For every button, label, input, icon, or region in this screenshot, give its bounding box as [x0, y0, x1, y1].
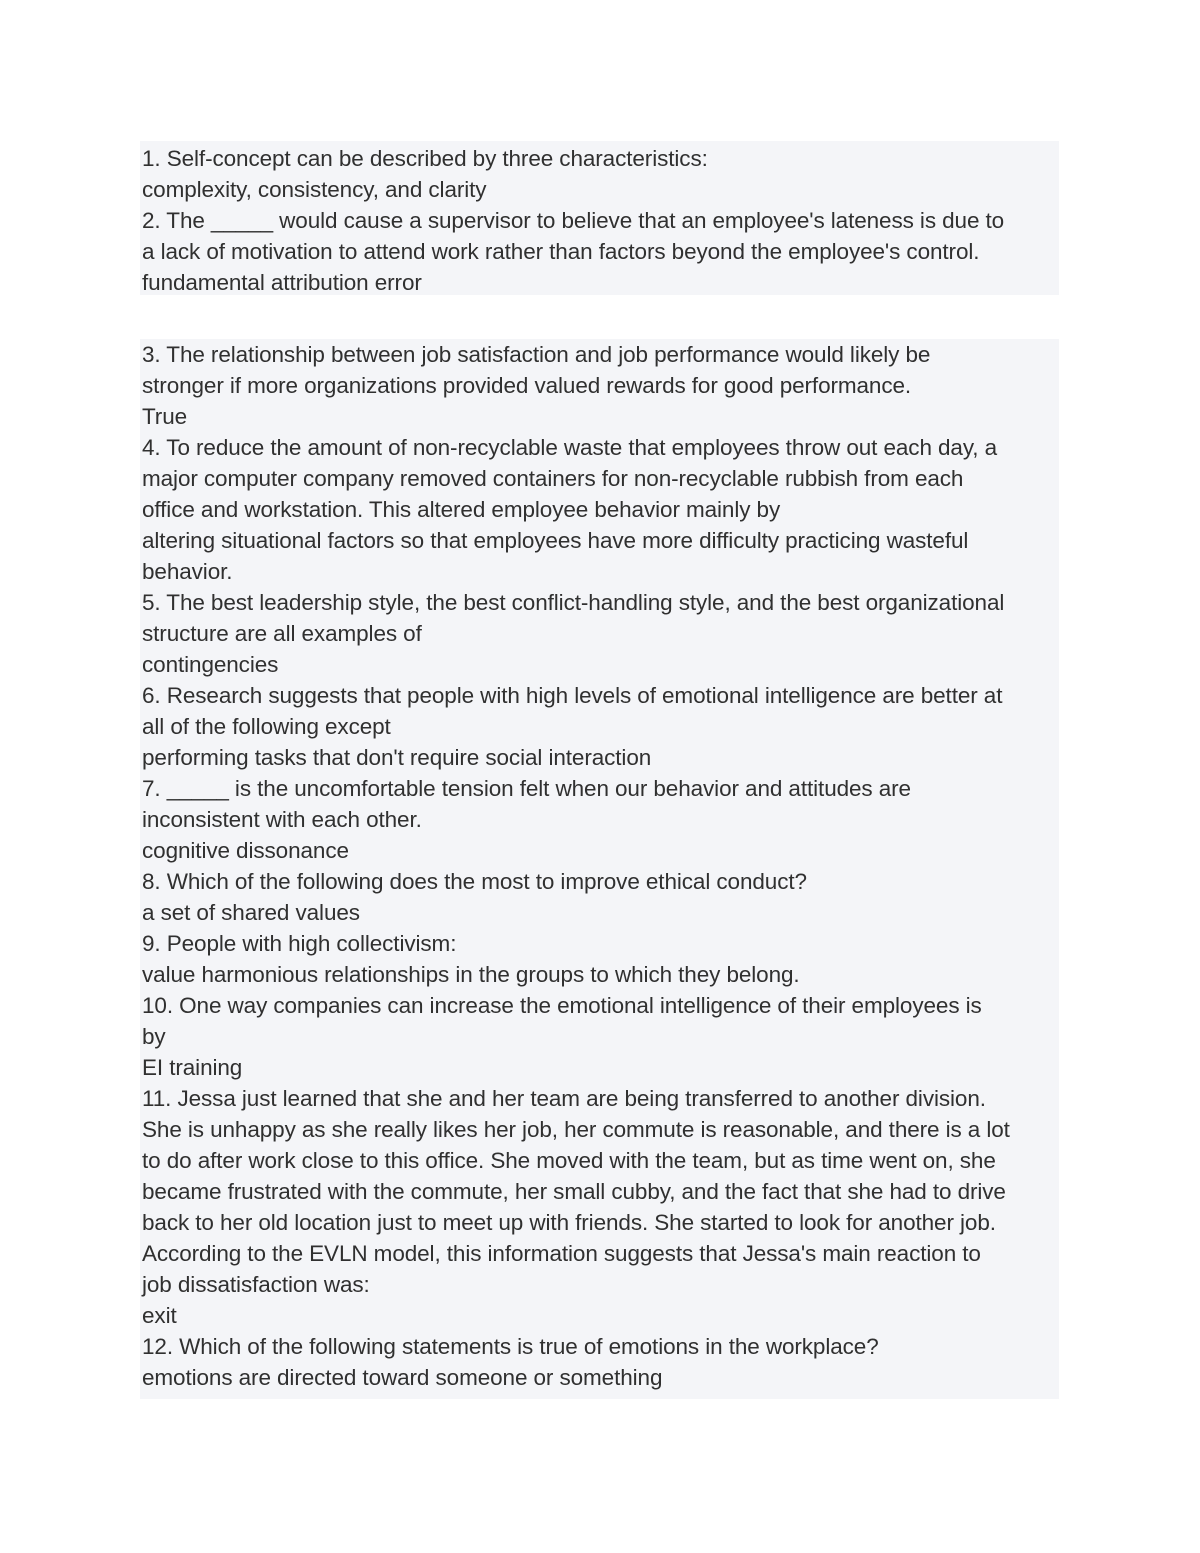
question-text: 5. The best leadership style, the best conflict-handling style, and the best organizational	[142, 590, 1005, 615]
question-text: She is unhappy as she really likes her job, her commute is reasonable, and there is a lot	[142, 1117, 1010, 1142]
answer-text: cognitive dissonance	[142, 838, 349, 863]
question-text: office and workstation. This altered employee behavior mainly by	[142, 497, 781, 522]
question-text: According to the EVLN model, this information suggests that Jessa's main reaction to	[142, 1241, 981, 1266]
qa-block-2	[140, 339, 1059, 1399]
answer-text: a set of shared values	[142, 900, 360, 925]
question-text: 3. The relationship between job satisfaction and job performance would likely be	[142, 342, 931, 367]
answer-text: contingencies	[142, 652, 279, 677]
question-text: to do after work close to this office. She moved with the team, but as time went on, she	[142, 1148, 996, 1173]
question-text: 2. The _____ would cause a supervisor to believe that an employee's lateness is due to	[142, 208, 1005, 233]
question-text: 8. Which of the following does the most to improve ethical conduct?	[142, 869, 807, 894]
question-text: back to her old location just to meet up with friends. She started to look for another job.	[142, 1210, 996, 1235]
answer-text: complexity, consistency, and clarity	[142, 177, 487, 202]
question-text: 1. Self-concept can be described by three characteristics:	[142, 146, 708, 171]
question-text: inconsistent with each other.	[142, 807, 422, 832]
question-text: stronger if more organizations provided valued rewards for good performance.	[142, 373, 912, 398]
answer-text: altering situational factors so that employees have more difficulty practicing wasteful	[142, 528, 969, 553]
answer-text: True	[142, 404, 188, 429]
question-text: 6. Research suggests that people with high levels of emotional intelligence are better at	[142, 683, 1003, 708]
question-text: 10. One way companies can increase the emotional intelligence of their employees is	[142, 993, 982, 1018]
answer-text: exit	[142, 1303, 177, 1328]
question-text: all of the following except	[142, 714, 391, 739]
question-text: 11. Jessa just learned that she and her team are being transferred to another division.	[142, 1086, 986, 1111]
question-text: job dissatisfaction was:	[142, 1272, 370, 1297]
question-text: 12. Which of the following statements is true of emotions in the workplace?	[142, 1334, 879, 1359]
answer-text: EI training	[142, 1055, 243, 1080]
question-text: by	[142, 1024, 166, 1049]
question-text: structure are all examples of	[142, 621, 422, 646]
question-text: 4. To reduce the amount of non-recyclable waste that employees throw out each day, a	[142, 435, 998, 460]
question-text: major computer company removed containers for non-recyclable rubbish from each	[142, 466, 964, 491]
answer-text: fundamental attribution error	[142, 270, 422, 295]
answer-text: value harmonious relationships in the groups to which they belong.	[142, 962, 800, 987]
question-text: a lack of motivation to attend work rather than factors beyond the employee's control.	[142, 239, 980, 264]
answer-text: emotions are directed toward someone or something	[142, 1365, 663, 1390]
answer-text: performing tasks that don't require social interaction	[142, 745, 652, 770]
question-text: 9. People with high collectivism:	[142, 931, 457, 956]
qa-block-1	[140, 141, 1059, 295]
question-text: became frustrated with the commute, her small cubby, and the fact that she had to drive	[142, 1179, 1006, 1204]
answer-text: behavior.	[142, 559, 233, 584]
question-text: 7. _____ is the uncomfortable tension felt when our behavior and attitudes are	[142, 776, 911, 801]
